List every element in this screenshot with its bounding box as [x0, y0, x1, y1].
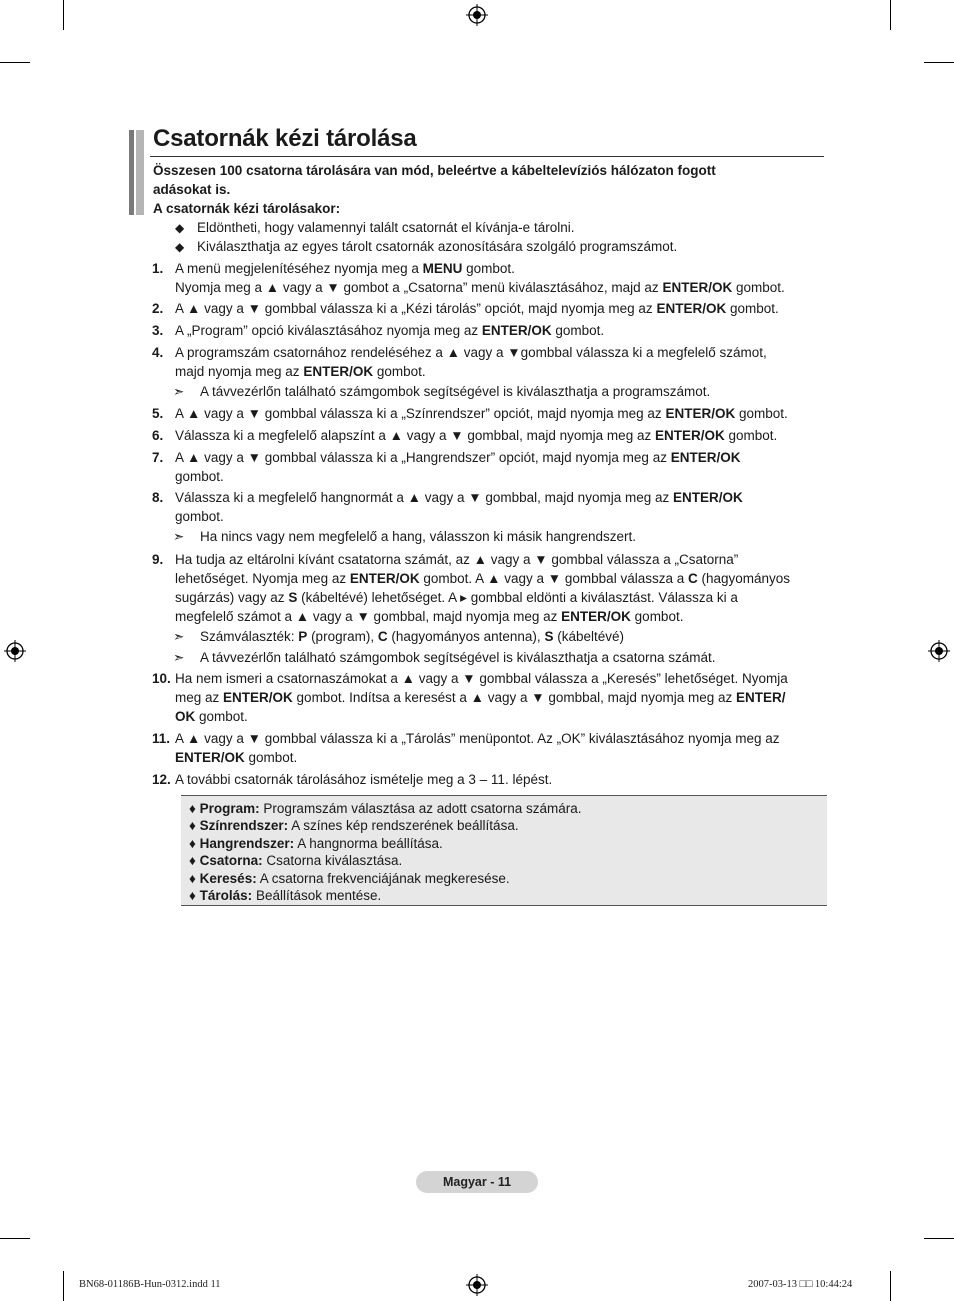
bullet-item	[175, 237, 677, 257]
text-run: Ha nem ismeri a csatornaszámokat a ▲ vagy a ▼ gombbal válassza a „Keresés” lehetőséget. Nyomja	[175, 671, 788, 686]
note-text	[200, 629, 624, 644]
diamond-bullet-icon: ♦	[189, 853, 196, 869]
step-text	[175, 550, 824, 626]
step	[152, 550, 824, 626]
crop-mark	[0, 62, 30, 63]
text-run: (hagyományos	[697, 571, 791, 586]
step	[152, 448, 824, 486]
arrow-note-icon: ➣	[173, 384, 185, 399]
step-text	[175, 426, 824, 445]
step-number: 6.	[152, 428, 164, 443]
bold-key-label: MENU	[422, 261, 463, 276]
registration-mark-icon	[466, 1274, 488, 1296]
text-run: A ▲ vagy a ▼ gombbal válassza ki a „Kézi tárolás” opciót, majd nyomja meg az	[175, 301, 657, 316]
text-run: A ▲ vagy a ▼ gombbal válassza ki a „Tárolás” menüpontot. Az „OK” kiválasztásához nyomja meg az	[175, 731, 780, 746]
bold-key-label: ENTER/OK	[665, 406, 736, 421]
text-run: A további csatornák tárolásához ismételje meg a 3 – 11. lépést.	[175, 772, 553, 787]
bold-key-label: S	[544, 629, 554, 644]
diamond-bullet-icon: ♦	[189, 870, 196, 886]
text-run: A ▲ vagy a ▼ gombbal válassza ki a „Színrendszer” opciót, majd nyomja meg az	[175, 406, 666, 421]
summary-term: Színrendszer:	[199, 818, 289, 834]
text-run: gombot.	[724, 428, 778, 443]
note	[173, 627, 823, 646]
text-run: gombot.	[732, 280, 785, 295]
arrow-note-icon: ➣	[173, 650, 185, 665]
text-run: (kábeltévé) lehetőséget. A ▸ gombbal eldönti a kiválasztást. Válassza ki a	[297, 590, 738, 605]
step	[152, 729, 824, 767]
text-run: Ha nincs vagy nem megfelelő a hang, válasszon ki másik hangrendszert.	[200, 529, 636, 544]
step-number: 7.	[152, 450, 164, 465]
summary-item	[189, 870, 819, 887]
summary-desc: Beállítások mentése.	[252, 888, 382, 904]
crop-mark	[63, 0, 64, 30]
text-run: A „Program” opció kiválasztásához nyomja meg az	[175, 323, 482, 338]
step-text	[175, 259, 824, 297]
diamond-bullet-icon: ♦	[189, 835, 196, 851]
title-accent-bar	[136, 130, 144, 215]
summary-item	[189, 852, 819, 869]
step-number: 12.	[152, 772, 171, 787]
text-run: Számválaszték:	[200, 629, 299, 644]
bold-key-label: C	[377, 629, 388, 644]
step-number: 11.	[152, 731, 171, 746]
summary-item	[189, 800, 819, 817]
bold-key-label: OK	[175, 709, 196, 724]
text-run: gombot.	[175, 509, 224, 524]
page-title: Csatornák kézi tárolása	[153, 125, 417, 152]
bold-key-label: ENTER/OK	[303, 364, 374, 379]
bold-key-label: ENTER/OK	[481, 323, 552, 338]
step-number: 4.	[152, 345, 164, 360]
intro-text	[153, 161, 813, 218]
step	[152, 299, 824, 318]
step-text	[175, 343, 824, 381]
text-run: meg az	[175, 690, 224, 705]
step	[152, 343, 824, 381]
text-run: A menü megjelenítéséhez nyomja meg a	[175, 261, 423, 276]
text-run: gombot.	[373, 364, 426, 379]
step-number: 9.	[152, 552, 164, 567]
bold-key-label: ENTER/OK	[349, 571, 420, 586]
bold-key-label: ENTER/OK	[223, 690, 293, 705]
step-text	[175, 729, 824, 767]
text-run: (program),	[307, 629, 378, 644]
crop-mark	[890, 0, 891, 30]
step	[152, 488, 824, 526]
step	[152, 669, 824, 726]
text-run: gombot.	[175, 469, 224, 484]
diamond-bullet-icon: ◆	[175, 240, 185, 254]
step-text	[175, 448, 824, 486]
crop-mark	[890, 1271, 891, 1301]
title-accent-bar	[129, 130, 134, 215]
summary-item	[189, 887, 819, 904]
intro-subheading: A csatornák kézi tárolásakor:	[153, 201, 341, 216]
summary-desc: A hangnorma beállítása.	[294, 835, 443, 851]
bold-key-label: S	[288, 590, 298, 605]
step-text	[175, 321, 824, 340]
bold-key-label: ENTER/OK	[672, 490, 743, 505]
diamond-bullet-icon: ♦	[189, 818, 196, 834]
intro-line: adásokat is.	[153, 182, 231, 197]
step-text	[175, 488, 824, 526]
text-run: gombot.	[244, 750, 298, 765]
text-run: gombot. Indítsa a keresést a ▲ vagy a ▼ gombbal, majd nyomja meg az	[292, 690, 736, 705]
text-run: gombot.	[551, 323, 605, 338]
step	[152, 259, 824, 297]
footer-file-info: BN68-01186B-Hun-0312.indd 11	[79, 1279, 221, 1290]
text-run: (hagyományos antenna),	[387, 629, 545, 644]
bullet-text: Kiválaszthatja az egyes tárolt csatornák azonosítására szolgáló programszámot.	[197, 239, 678, 254]
text-run: Válassza ki a megfelelő hangnormát a ▲ vagy a ▼ gombbal, majd nyomja meg az	[175, 490, 673, 505]
intro-line: Összesen 100 csatorna tárolására van mód, beleértve a kábeltelevíziós hálózaton fogott	[153, 163, 716, 178]
summary-desc: A csatorna frekvenciájának megkeresése.	[256, 870, 510, 886]
step	[152, 321, 824, 340]
summary-item	[189, 817, 819, 834]
step	[152, 426, 824, 445]
text-run: gombot.	[630, 609, 684, 624]
text-run: gombot.	[462, 261, 515, 276]
diamond-bullet-icon: ♦	[189, 888, 196, 904]
text-run: gombot.	[195, 709, 248, 724]
text-run: gombot. A ▲ vagy a ▼ gombbal válassza a	[419, 571, 688, 586]
crop-mark	[924, 62, 954, 63]
bold-key-label: ENTER/OK	[175, 750, 245, 765]
bold-key-label: ENTER/	[735, 690, 786, 705]
step-text	[175, 404, 824, 423]
text-run: Válassza ki a megfelelő alapszínt a ▲ vagy a ▼ gombbal, majd nyomja meg az	[175, 428, 655, 443]
text-run: Ha tudja az eltárolni kívánt csatatorna számát, az ▲ vagy a ▼ gombbal válassza a „Csatorna”	[175, 552, 739, 567]
note	[173, 382, 823, 401]
summary-term: Tárolás:	[199, 888, 253, 904]
note-text	[200, 650, 716, 665]
registration-mark-icon	[466, 4, 488, 26]
title-divider	[150, 156, 824, 157]
page-number-badge: Magyar - 11	[416, 1171, 538, 1193]
diamond-bullet-icon: ♦	[189, 801, 196, 816]
text-run: sugárzás) vagy az	[175, 590, 289, 605]
text-run: A programszám csatornához rendeléséhez a ▲ vagy a ▼gombbal válassza ki a megfelelő számot,	[175, 345, 767, 360]
summary-box	[181, 795, 827, 906]
bold-key-label: ENTER/OK	[670, 450, 741, 465]
note-text	[200, 529, 636, 544]
summary-term: Hangrendszer:	[199, 835, 295, 851]
note	[173, 648, 823, 667]
bold-key-label: ENTER/OK	[662, 280, 733, 295]
text-run: lehetőséget. Nyomja meg az	[175, 571, 350, 586]
registration-mark-icon	[4, 640, 26, 662]
summary-term: Keresés:	[199, 870, 257, 886]
step-number: 1.	[152, 261, 164, 276]
crop-mark	[924, 1238, 954, 1239]
step-text	[175, 770, 824, 789]
step-number: 8.	[152, 490, 164, 505]
step-text	[175, 669, 824, 726]
summary-desc: Csatorna kiválasztása.	[262, 853, 403, 869]
text-run: (kábeltévé)	[553, 629, 624, 644]
step-text	[175, 299, 824, 318]
text-run: gombot.	[735, 406, 788, 421]
step	[152, 770, 824, 789]
text-run: A ▲ vagy a ▼ gombbal válassza ki a „Hangrendszer” opciót, majd nyomja meg az	[175, 450, 671, 465]
diamond-bullet-icon: ◆	[175, 221, 185, 235]
summary-item	[189, 835, 819, 852]
bold-key-label: ENTER/OK	[561, 609, 631, 624]
text-run: majd nyomja meg az	[175, 364, 304, 379]
step-number: 3.	[152, 323, 164, 338]
text-run: gombot.	[726, 301, 779, 316]
step-number: 10.	[152, 671, 171, 686]
summary-desc: A színes kép rendszerének beállítása.	[288, 818, 519, 834]
bold-key-label: C	[687, 571, 698, 586]
step	[152, 404, 824, 423]
registration-mark-icon	[928, 640, 950, 662]
step-number: 5.	[152, 406, 164, 421]
arrow-note-icon: ➣	[173, 629, 185, 644]
text-run: Nyomja meg a ▲ vagy a ▼ gombot a „Csatorna” menü kiválasztásához, majd az	[175, 280, 663, 295]
bold-key-label: ENTER/OK	[656, 301, 727, 316]
bullet-text: Eldöntheti, hogy valamennyi talált csatornát el kívánja-e tárolni.	[197, 220, 575, 235]
bold-key-label: ENTER/OK	[654, 428, 725, 443]
bold-key-label: P	[298, 629, 308, 644]
footer-timestamp: 2007-03-13 □□ 10:44:24	[748, 1279, 853, 1290]
summary-term: Csatorna:	[199, 853, 263, 869]
bullet-item	[175, 218, 574, 238]
text-run: megfelelő számot a ▲ vagy a ▼ gombbal, majd nyomja meg az	[175, 609, 562, 624]
note-text	[200, 384, 710, 399]
crop-mark	[63, 1271, 64, 1301]
step-number: 2.	[152, 301, 164, 316]
summary-desc: Programszám választása az adott csatorna számára.	[259, 801, 582, 816]
crop-mark	[0, 1238, 30, 1239]
text-run: A távvezérlőn található számgombok segítségével is kiválaszthatja a programszámot.	[200, 384, 711, 399]
note	[173, 527, 823, 546]
summary-term: Program:	[199, 801, 260, 816]
text-run: A távvezérlőn található számgombok segítségével is kiválaszthatja a csatorna számát.	[200, 650, 716, 665]
arrow-note-icon: ➣	[173, 529, 185, 544]
